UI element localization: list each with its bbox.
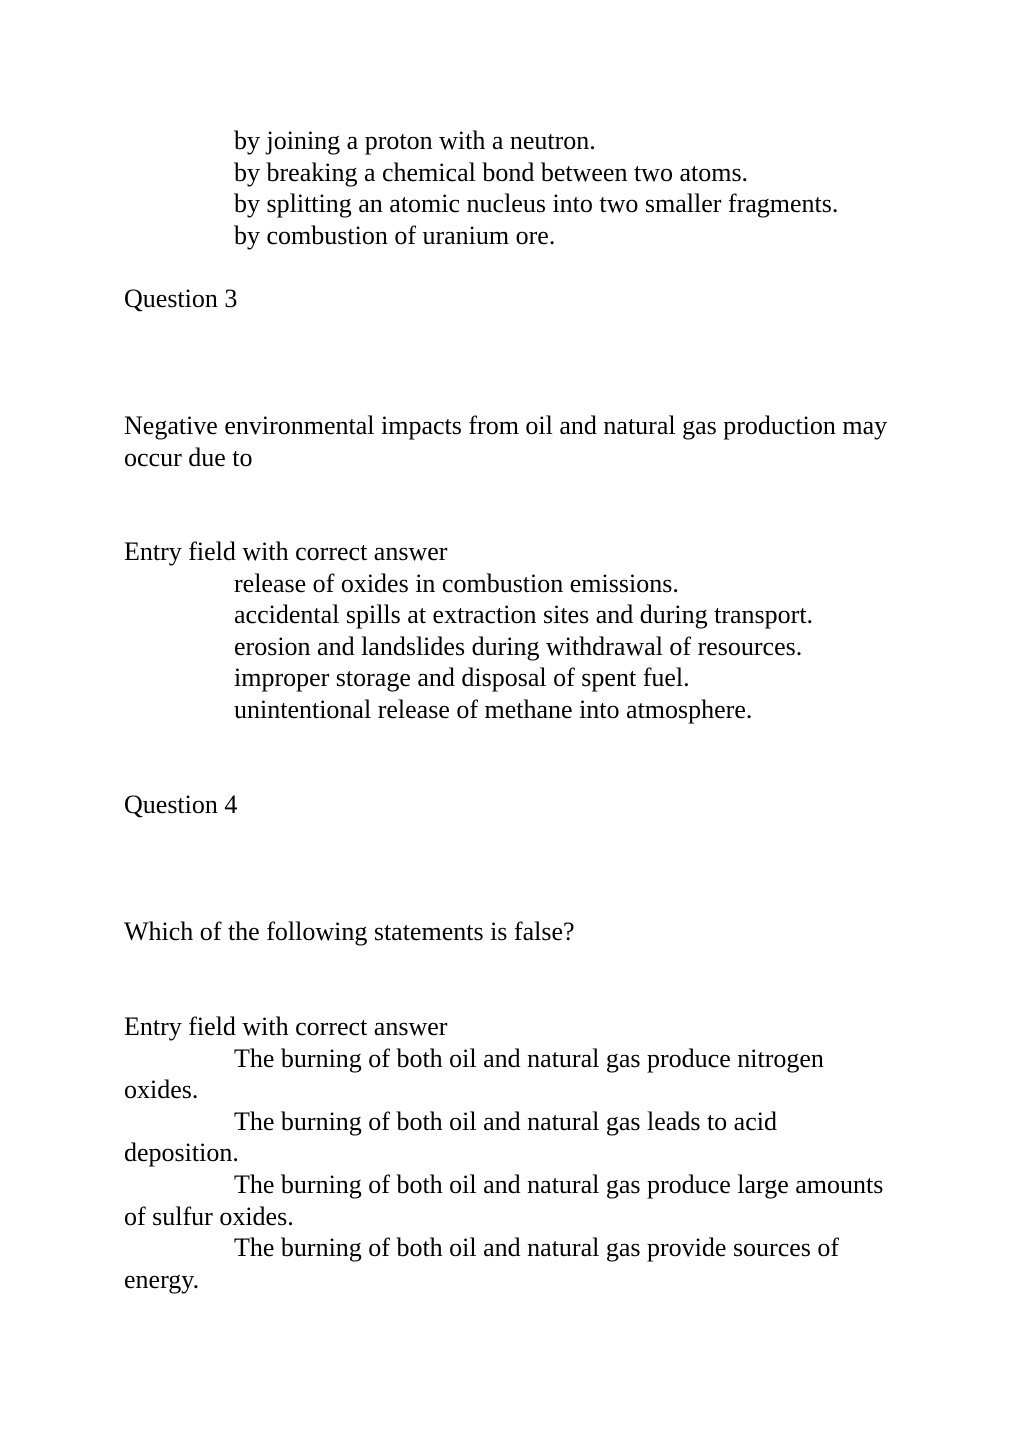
question-4-prompt: Which of the following statements is false? [124,917,575,946]
question-3-answers [124,536,914,726]
question-2-option-3: by splitting an atomic nucleus into two smaller fragments. [234,189,839,219]
question-3-option-1[interactable]: release of oxides in combustion emissions. [234,568,679,598]
question-4-option-3[interactable]: The burning of both oil and natural gas produce large amounts of sulfur oxides. [124,1169,884,1231]
question-2-option-4: by combustion of uranium ore. [234,220,556,250]
question-4-heading: Question 4 [124,790,238,819]
question-4-option-2[interactable]: The burning of both oil and natural gas leads to acid deposition. [124,1106,777,1168]
question-2-options [124,125,914,251]
question-3-heading: Question 3 [124,284,238,313]
question-2-option-2: by breaking a chemical bond between two atoms. [234,157,749,187]
question-4-option-1[interactable]: The burning of both oil and natural gas produce nitrogen oxides. [124,1043,824,1105]
question-4-answers [124,1011,914,1295]
question-3-option-4[interactable]: improper storage and disposal of spent fuel. [234,663,690,693]
question-3-entry-label: Entry field with correct answer [124,537,448,566]
question-4-option-4[interactable]: The burning of both oil and natural gas provide sources of energy. [124,1233,840,1294]
question-3-option-2[interactable]: accidental spills at extraction sites and during transport. [234,600,814,630]
question-3-prompt [124,410,894,473]
question-4-entry-label: Entry field with correct answer [124,1012,448,1041]
question-3-option-3[interactable]: erosion and landslides during withdrawal of resources. [234,631,803,661]
question-3-prompt-text: Negative environmental impacts from oil and natural gas production may occur due to [124,411,888,472]
question-3-option-5[interactable]: unintentional release of methane into atmosphere. [234,694,753,724]
question-2-option-1: by joining a proton with a neutron. [234,126,596,155]
